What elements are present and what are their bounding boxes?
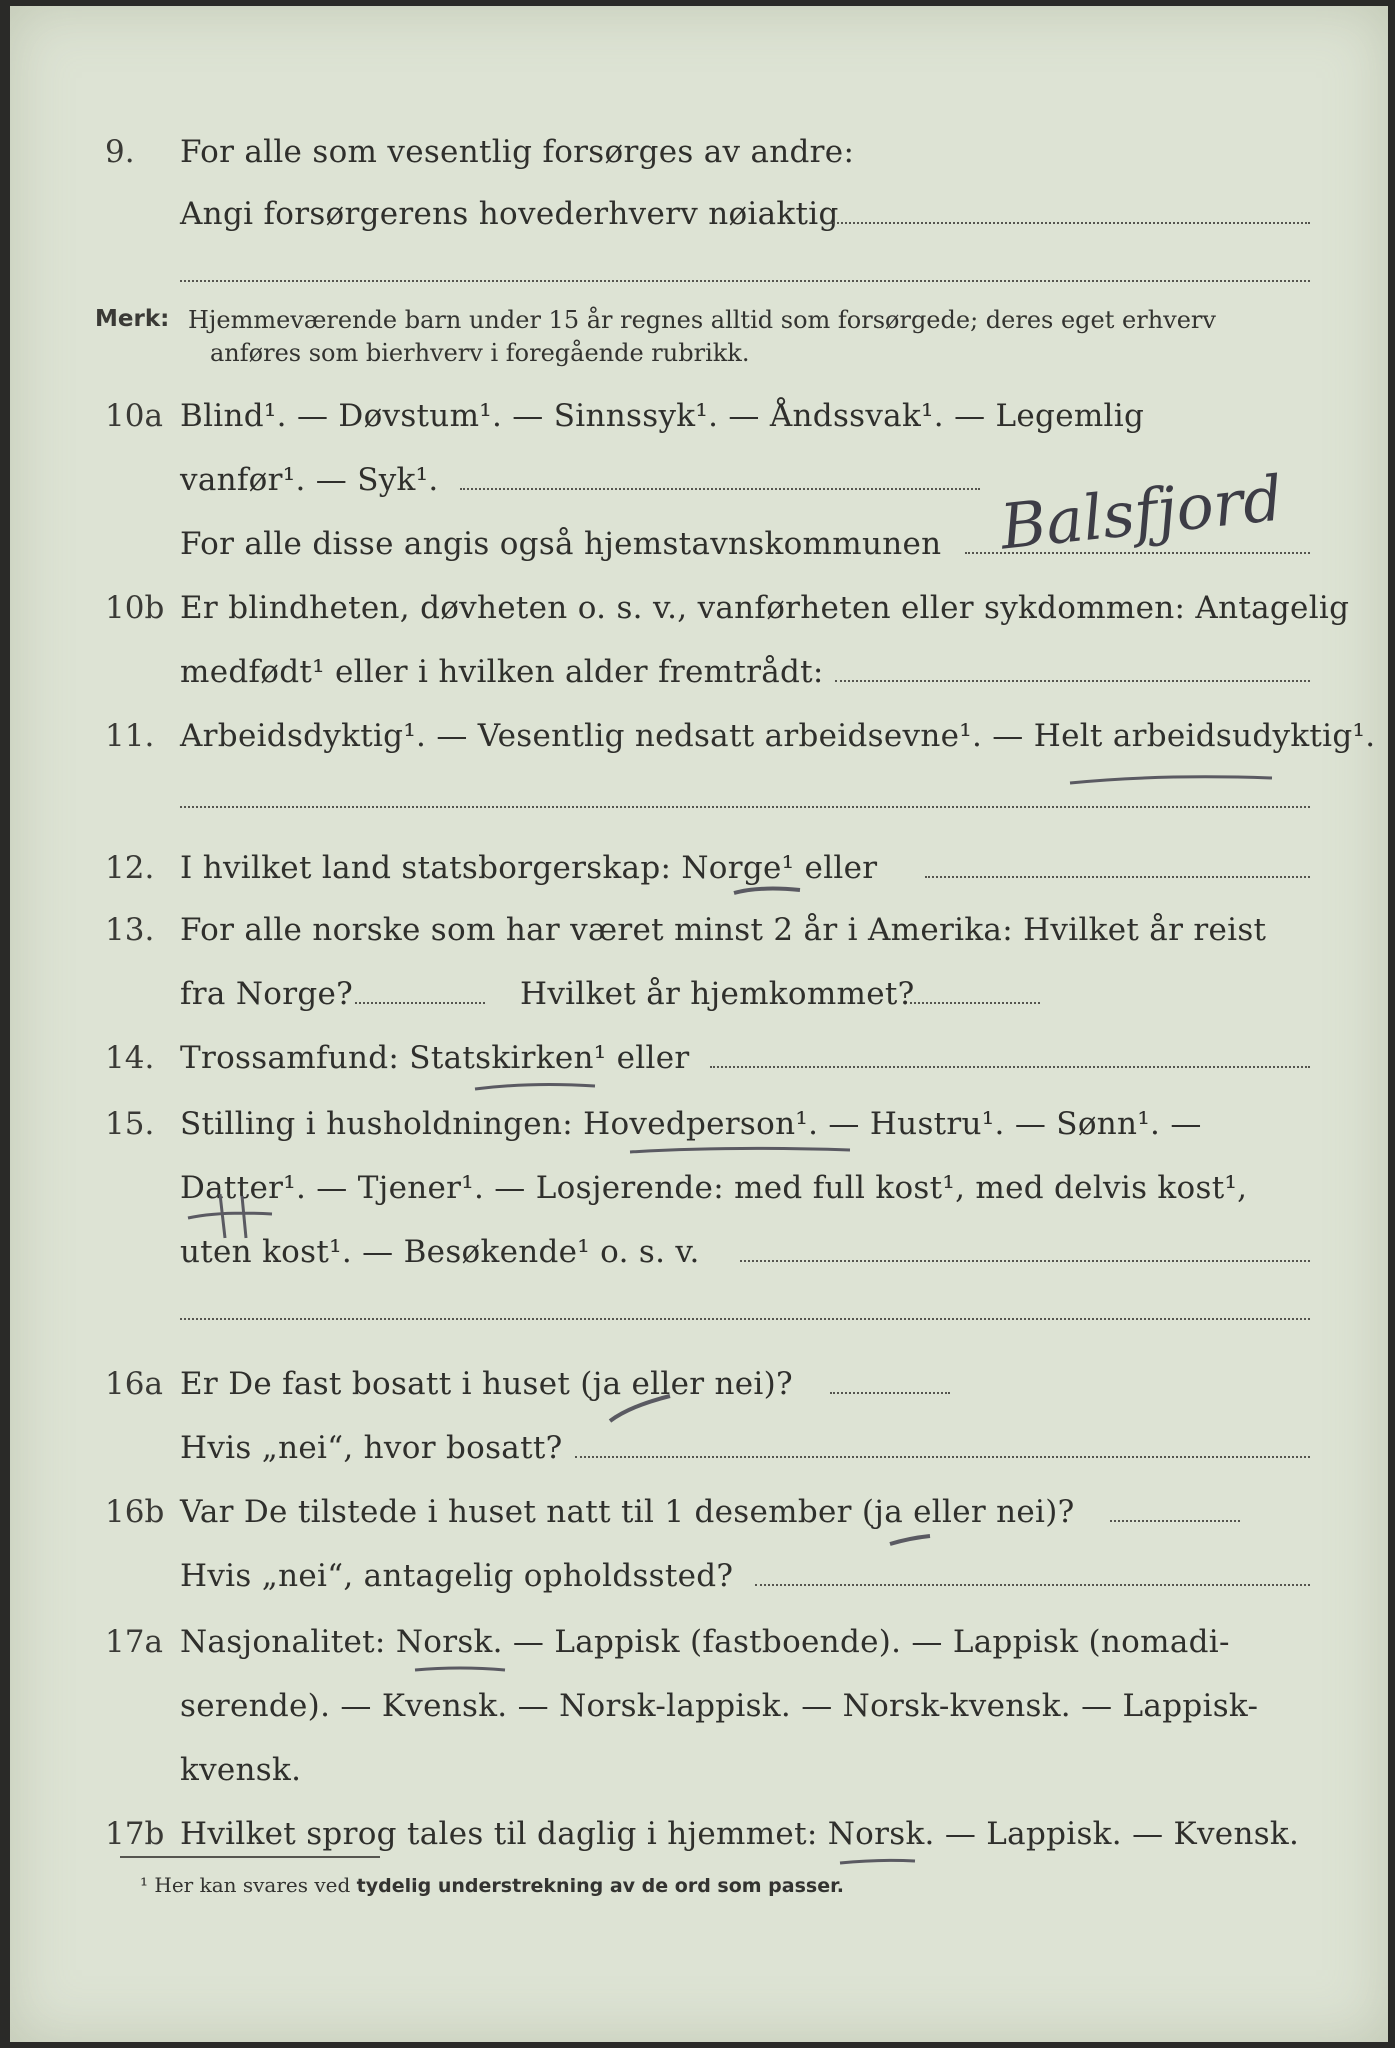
q17b-number: 17b <box>105 1816 165 1852</box>
q12-line1: I hvilket land statsborgerskap: Norge¹ eller <box>180 850 878 886</box>
cross-mark-datter <box>188 1194 272 1238</box>
merk-label: Merk: <box>95 306 170 332</box>
q13-number: 13. <box>105 912 155 948</box>
q11-line1: Arbeidsdyktig¹. — Vesentlig nedsatt arbeidsevne¹. — Helt arbeidsudyktig¹. <box>180 718 1376 754</box>
q16a-line1: Er De fast bosatt i huset (ja eller nei)? <box>180 1366 793 1402</box>
q17b-line1: Hvilket sprog tales til daglig i hjemmet: Norsk. — Lappisk. — Kvensk. <box>180 1816 1300 1852</box>
underline-arbeidsudyktig <box>1070 777 1272 783</box>
q15-line3: uten kost¹. — Besøkende¹ o. s. v. <box>180 1234 700 1270</box>
underline-norge <box>734 889 800 893</box>
underline-hovedperson <box>630 1148 850 1152</box>
q10a-line1: Blind¹. — Døvstum¹. — Sinnssyk¹. — Åndssvak¹. — Legemlig <box>180 398 1145 434</box>
q13-line2a: fra Norge? <box>180 976 354 1012</box>
q9-line1: For alle som vesentlig forsørges av andre: <box>180 134 855 170</box>
merk-line1: Hjemmeværende barn under 15 år regnes alltid som forsørgede; deres eget erhverv <box>188 306 1216 334</box>
footnote-bold-text: tydelig understrekning av de ord som passer. <box>356 1875 844 1897</box>
underline-norsk-17a <box>415 1668 505 1670</box>
handwritten-hjemstavnskommune: Balsfjord <box>996 461 1287 564</box>
q16a-line2: Hvis „nei“, hvor bosatt? <box>180 1430 563 1466</box>
q9-line2: Angi forsørgerens hovederhverv nøiaktig <box>180 196 839 232</box>
footnote-rule <box>120 1856 380 1858</box>
q14-line1: Trossamfund: Statskirken¹ eller <box>180 1040 690 1076</box>
q13-line2b: Hvilket år hjemkommet? <box>520 976 915 1012</box>
q17a-number: 17a <box>105 1624 163 1660</box>
census-form-page <box>10 6 1388 2042</box>
q17a-line3: kvensk. <box>180 1752 302 1788</box>
q10a-line3: For alle disse angis også hjemstavnskommunen <box>180 526 942 562</box>
q14-number: 14. <box>105 1040 155 1076</box>
q16b-line1: Var De tilstede i huset natt til 1 desember (ja eller nei)? <box>180 1494 1075 1530</box>
q12-number: 12. <box>105 850 155 886</box>
footnote-mark: ¹ <box>140 1873 149 1897</box>
pencil-underline-marks <box>10 6 1388 2042</box>
underline-norsk-17b <box>840 1860 915 1863</box>
underline-statskirken <box>475 1085 595 1089</box>
q10b-line1: Er blindheten, døvheten o. s. v., vanførheten eller sykdommen: Antagelig <box>180 590 1350 626</box>
mark-ja-16b <box>890 1536 930 1544</box>
q10b-number: 10b <box>105 590 165 626</box>
q9-number: 9. <box>105 134 135 170</box>
q16b-line2: Hvis „nei“, antagelig opholdssted? <box>180 1558 734 1594</box>
footnote-text: Her kan svares ved <box>154 1873 351 1897</box>
q10a-line2: vanfør¹. — Syk¹. <box>180 462 439 498</box>
q15-line2: Datter¹. — Tjener¹. — Losjerende: med full kost¹, med delvis kost¹, <box>180 1170 1248 1206</box>
mark-ja-16a <box>610 1396 670 1421</box>
q15-number: 15. <box>105 1106 155 1142</box>
q16b-number: 16b <box>105 1494 165 1530</box>
q17a-line2: serende). — Kvensk. — Norsk-lappisk. — Norsk-kvensk. — Lappisk- <box>180 1688 1259 1724</box>
q10a-number: 10a <box>105 398 163 434</box>
q16a-number: 16a <box>105 1366 163 1402</box>
q13-line1: For alle norske som har været minst 2 år i Amerika: Hvilket år reist <box>180 912 1267 948</box>
footnote <box>140 1873 844 1897</box>
q15-line1: Stilling i husholdningen: Hovedperson¹. — Hustru¹. — Sønn¹. — <box>180 1106 1202 1142</box>
merk-line2: anføres som bierhverv i foregående rubrikk. <box>210 339 750 367</box>
q17a-line1: Nasjonalitet: Norsk. — Lappisk (fastboende). — Lappisk (nomadi- <box>180 1624 1230 1660</box>
q10b-line2: medfødt¹ eller i hvilken alder fremtrådt: <box>180 654 824 690</box>
q11-number: 11. <box>105 718 155 754</box>
